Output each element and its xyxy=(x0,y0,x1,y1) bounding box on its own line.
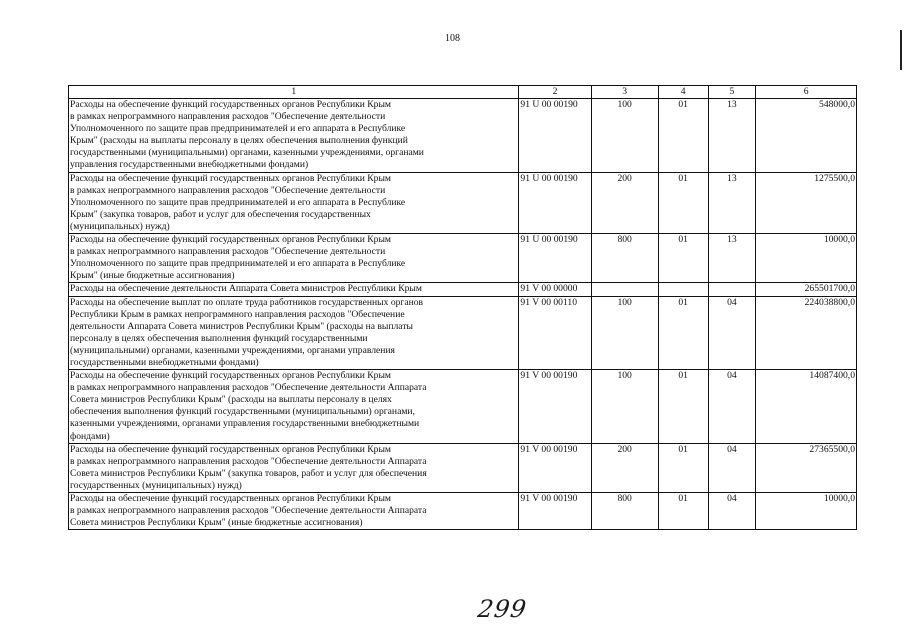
section-cell: 01 xyxy=(658,493,708,530)
header-col-1: 1 xyxy=(69,86,519,99)
budget-table xyxy=(68,85,857,530)
header-col-6: 6 xyxy=(756,86,857,99)
expense-name-cell xyxy=(69,283,519,296)
expense-type-cell: 800 xyxy=(591,493,658,530)
section-cell: 01 xyxy=(658,234,708,283)
expense-name-line: Крым" (закупка товаров, работ и услуг для обеспечения государственных xyxy=(70,208,371,220)
subsection-cell: 04 xyxy=(708,370,756,444)
expense-name-line: Расходы на обеспечение функций государственных органов Республики Крым xyxy=(70,234,392,246)
amount-cell: 1275500,0 xyxy=(756,172,857,233)
expense-name-line: обеспечения выполнения функций государственными (муниципальными) органами, xyxy=(70,406,415,418)
expense-name-line: (муниципальными) органами, казенными учреждениями, органами управления xyxy=(70,344,395,356)
target-article-cell: 91 U 00 00190 xyxy=(519,172,591,233)
header-row xyxy=(69,86,857,99)
handwritten-page-number: 299 xyxy=(476,595,529,623)
expense-name-line: Уполномоченного по защите прав предпринимателей и его аппарата в Республике xyxy=(70,123,406,135)
table-body xyxy=(69,99,857,530)
subsection-cell: 13 xyxy=(708,99,756,173)
table-row xyxy=(69,443,857,492)
expense-name-line: Расходы на обеспечение функций государственных органов Республики Крым xyxy=(70,99,392,110)
expense-name-line: в рамках непрограммного направления расходов "Обеспечение деятельности xyxy=(70,246,386,258)
section-cell: 01 xyxy=(658,99,708,173)
section-cell: 01 xyxy=(658,443,708,492)
table-row xyxy=(69,493,857,530)
expense-name-cell xyxy=(69,493,519,530)
expense-type-cell: 200 xyxy=(591,172,658,233)
expense-name-line: государственными (муниципальными) органами, казенными учреждениями, органами xyxy=(70,147,424,159)
amount-cell: 14087400,0 xyxy=(756,370,857,444)
expense-name-line: Расходы на обеспечение функций государственных органов Республики Крым xyxy=(70,172,392,184)
subsection-cell: 04 xyxy=(708,296,756,370)
expense-type-cell: 100 xyxy=(591,370,658,444)
section-cell: 01 xyxy=(658,172,708,233)
expense-name-line: Крым" (иные бюджетные ассигнования) xyxy=(70,270,235,282)
expense-name-line: Расходы на обеспечение функций государственных органов Республики Крым xyxy=(70,443,392,455)
expense-name-line: Совета министров Республики Крым" (иные бюджетные ассигнования) xyxy=(70,517,363,529)
target-article-cell: 91 U 00 00190 xyxy=(519,99,591,173)
expense-name-line: Крым" (расходы на выплаты персоналу в целях обеспечения выполнения функций xyxy=(70,135,408,147)
expense-name-line: в рамках непрограммного направления расходов "Обеспечение деятельности xyxy=(70,184,386,196)
subsection-cell: 04 xyxy=(708,493,756,530)
expense-name-cell xyxy=(69,234,519,283)
amount-cell: 10000,0 xyxy=(756,234,857,283)
subsection-cell xyxy=(708,283,756,296)
target-article-cell: 91 U 00 00190 xyxy=(519,234,591,283)
header-col-5: 5 xyxy=(708,86,756,99)
table-row xyxy=(69,283,857,296)
section-cell xyxy=(658,283,708,296)
header-col-2: 2 xyxy=(519,86,591,99)
expense-type-cell: 100 xyxy=(591,296,658,370)
page-number: 108 xyxy=(445,33,460,44)
table-row xyxy=(69,172,857,233)
section-cell: 01 xyxy=(658,296,708,370)
expense-type-cell xyxy=(591,283,658,296)
amount-cell: 224038800,0 xyxy=(756,296,857,370)
expense-name-cell xyxy=(69,296,519,370)
header-col-3: 3 xyxy=(591,86,658,99)
amount-cell: 265501700,0 xyxy=(756,283,857,296)
section-cell: 01 xyxy=(658,370,708,444)
expense-name-line: Расходы на обеспечение функций государственных органов Республики Крым xyxy=(70,370,392,382)
scan-edge-mark xyxy=(900,30,902,70)
target-article-cell: 91 V 00 00190 xyxy=(519,370,591,444)
target-article-cell: 91 V 00 00110 xyxy=(519,296,591,370)
header-col-4: 4 xyxy=(658,86,708,99)
expense-name-line: Совета министров Республики Крым" (закупка товаров, работ и услуг для обеспечения xyxy=(70,467,427,479)
expense-name-cell xyxy=(69,443,519,492)
expense-name-line: в рамках непрограммного направления расходов "Обеспечение деятельности Аппарата xyxy=(70,382,427,394)
expense-name-line: государственных (муниципальных) нужд) xyxy=(70,479,242,491)
expense-name-cell xyxy=(69,99,519,173)
table-row xyxy=(69,370,857,444)
expense-name-cell xyxy=(69,370,519,444)
expense-name-line: Расходы на обеспечение выплат по оплате труда работников государственных органов xyxy=(70,296,424,308)
expense-name-line: фондами) xyxy=(70,430,110,442)
expense-type-cell: 800 xyxy=(591,234,658,283)
expense-name-line: Расходы на обеспечение деятельности Аппарата Совета министров Республики Крым xyxy=(70,283,422,295)
expense-type-cell: 100 xyxy=(591,99,658,173)
table-header xyxy=(69,86,857,99)
table-row xyxy=(69,296,857,370)
expense-name-line: Уполномоченного по защите прав предпринимателей и его аппарата в Республике xyxy=(70,196,406,208)
expense-name-line: государственными внебюджетными фондами) xyxy=(70,356,259,368)
expense-name-line: (муниципальных) нужд) xyxy=(70,220,170,232)
amount-cell: 548000,0 xyxy=(756,99,857,173)
expense-name-line: казенными учреждениями, органами управления государственными внебюджетными xyxy=(70,418,420,430)
expense-name-line: Уполномоченного по защите прав предпринимателей и его аппарата в Республике xyxy=(70,258,406,270)
subsection-cell: 13 xyxy=(708,172,756,233)
expense-name-line: Республики Крым в рамках непрограммного направления расходов "Обеспечение xyxy=(70,308,405,320)
expense-type-cell: 200 xyxy=(591,443,658,492)
table-row xyxy=(69,234,857,283)
expense-name-line: управления государственными внебюджетными фондами) xyxy=(70,159,309,171)
target-article-cell: 91 V 00 00190 xyxy=(519,443,591,492)
expense-name-line: Совета министров Республики Крым" (расходы на выплаты персоналу в целях xyxy=(70,394,392,406)
amount-cell: 10000,0 xyxy=(756,493,857,530)
expense-name-line: в рамках непрограммного направления расходов "Обеспечение деятельности xyxy=(70,111,386,123)
expense-name-line: в рамках непрограммного направления расходов "Обеспечение деятельности Аппарата xyxy=(70,455,427,467)
expense-name-line: Расходы на обеспечение функций государственных органов Республики Крым xyxy=(70,493,392,504)
table-row xyxy=(69,99,857,173)
expense-name-line: персоналу в целях обеспечения выполнения функций государственными xyxy=(70,332,368,344)
expense-name-line: деятельности Аппарата Совета министров Республики Крым" (расходы на выплаты xyxy=(70,320,413,332)
expense-name-cell xyxy=(69,172,519,233)
amount-cell: 27365500,0 xyxy=(756,443,857,492)
target-article-cell: 91 V 00 00190 xyxy=(519,493,591,530)
expense-name-line: в рамках непрограммного направления расходов "Обеспечение деятельности Аппарата xyxy=(70,505,427,517)
subsection-cell: 04 xyxy=(708,443,756,492)
target-article-cell: 91 V 00 00000 xyxy=(519,283,591,296)
subsection-cell: 13 xyxy=(708,234,756,283)
